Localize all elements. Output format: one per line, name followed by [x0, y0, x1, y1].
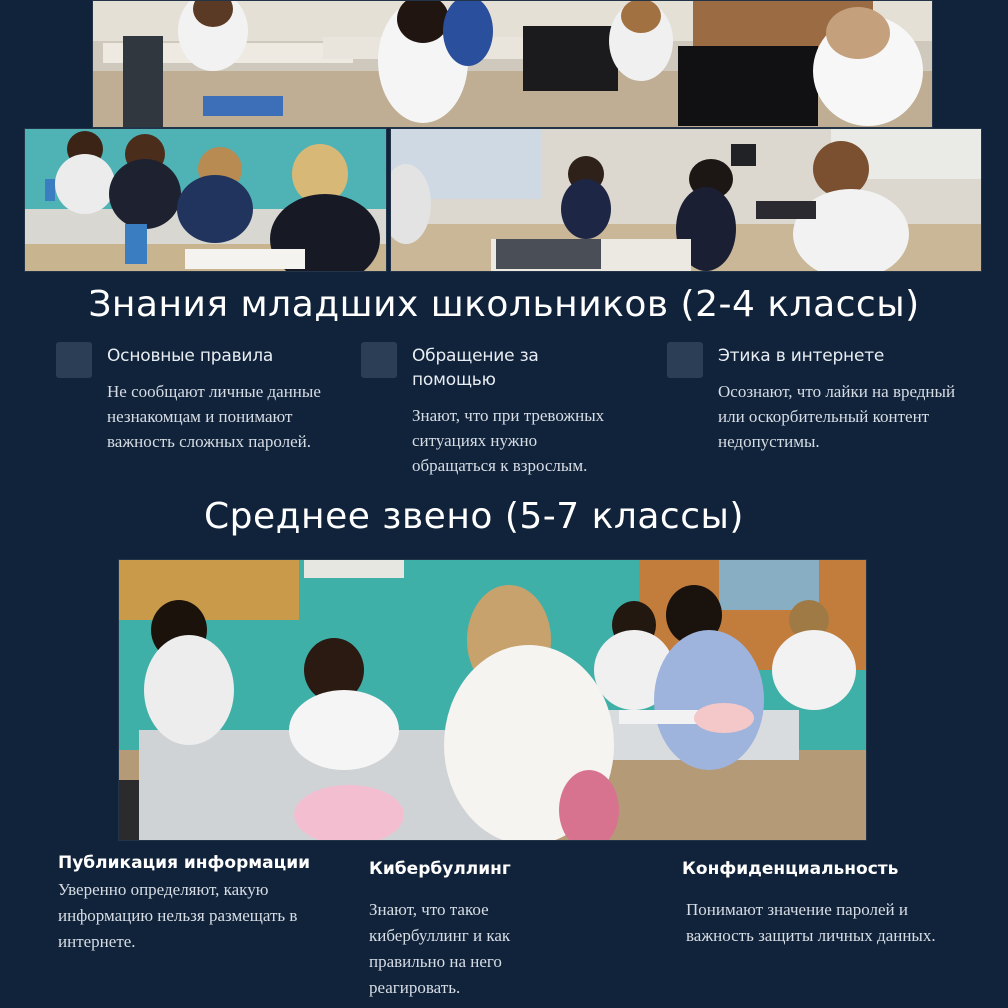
card-title: Обращение за помощью [412, 346, 539, 390]
column-title: Публикация информации [58, 853, 311, 873]
classroom-photo-tablets [390, 128, 982, 272]
column-title: Конфиденциальность [682, 859, 899, 879]
column-privacy [682, 858, 972, 949]
card-marker [667, 342, 703, 378]
card-title: Основные правила [107, 346, 274, 366]
card-marker [56, 342, 92, 378]
column-text: Понимают значение паролей и важность защиты личных данных. [686, 900, 936, 945]
classroom-photo-laptops [92, 0, 933, 128]
column-text: Знают, что такое кибербуллинг и как правильно на него реагировать. [369, 900, 511, 997]
column-text: Уверенно определяют, какую информацию нельзя размещать в интернете. [58, 880, 298, 951]
card-text: Не сообщают личные данные незнакомцам и понимают важность сложных паролей. [107, 382, 321, 451]
card-title: Этика в интернете [718, 346, 885, 366]
column-title: Кибербуллинг [369, 859, 511, 879]
column-publishing-info [58, 852, 328, 955]
column-cyberbullying [369, 858, 569, 1001]
classroom-photo-middle-grades [118, 559, 867, 841]
heading-junior-grades: Знания младших школьников (2-4 классы) [88, 284, 920, 325]
card-text: Знают, что при тревожных ситуациях нужно обращаться к взрослым. [412, 406, 605, 475]
heading-middle-grades: Среднее звено (5-7 классы) [204, 496, 744, 537]
card-marker [361, 342, 397, 378]
card-text: Осознают, что лайки на вредный или оскорбительный контент недопустимы. [718, 382, 956, 451]
classroom-photo-writing [24, 128, 387, 272]
